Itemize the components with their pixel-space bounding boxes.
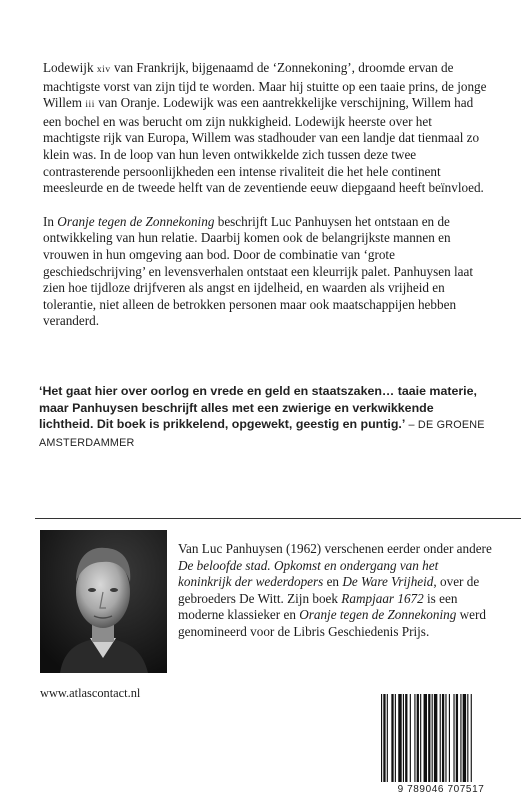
barcode-bar (414, 694, 415, 782)
barcode-bar (434, 694, 437, 782)
barcode-bar (387, 694, 388, 782)
bio-text: werd genomineerd voor de Libris Geschiedenis Prijs. (178, 607, 487, 639)
roman-numeral: iii (85, 100, 95, 111)
bio-text: , over de gebroeders De Witt. Zijn boek (178, 574, 480, 606)
blurb-text: van Oranje. Lodewijk was een aantrekkelijke verschijning, Willem had een bochel en was berucht om zijn nukkigheid. Lodewijk heerste over het machtigste rijk van Europa, Willem was stadhouder van een landje dat tienmaal zo klein was. In de loop van hun leven ontwikkelde zich tussen deze twee contrasterende persoonlijkheden een intense rivaliteit die het hele continent meesleurde en de tweede helft van de zeventiende eeuw diepgaand heeft beïnvloed. (43, 95, 484, 196)
author-photo (40, 530, 167, 673)
barcode-bar (428, 694, 430, 782)
isbn-barcode (377, 690, 505, 786)
divider (35, 518, 521, 519)
blurb-text: Lodewijk (43, 60, 97, 75)
isbn-number: 9 789046 707517 (397, 784, 485, 795)
barcode-bar (417, 694, 419, 782)
barcode-bar (410, 694, 411, 782)
bio-text: is een moderne klassieker en (178, 590, 458, 623)
barcode-bar (432, 694, 433, 782)
publisher-website-link[interactable]: www.atlascontact.nl (40, 686, 141, 700)
barcode-bar (445, 694, 446, 782)
quote-text: ‘Het gaat hier over oorlog en vrede en geld en staatszaken… taaie materie, maar Panhuysen beschrijft alles met een zwierige en verkwikkende lichtheid. Dit boek is prikkelend, opgewekt, geestig en puntig.’ (39, 384, 477, 432)
bio-text: en (323, 574, 343, 590)
book-title: De Ware Vrijheid (342, 574, 434, 590)
barcode-bar (456, 694, 458, 782)
book-title: Oranje tegen de Zonnekoning (57, 213, 215, 229)
barcode-bar (449, 694, 450, 782)
blurb-text: beschrijft Luc Panhuysen het ontstaan en de ontwikkeling van hun relatie. Daarbij komen ook de belangrijkste mannen en vrouwen in hun omgeving aan bod. Door de combinatie van ‘grote geschiedschrijving’ en levensverhalen ontstaat een kleurrijk palet. Panhuysen laat zien hoe tijdloze drijfveren als angst en ijdelheid, en waarden als vrijheid en tolerantie, niet alleen de betrokken personen maar ook maatschappijen hebben veranderd. (43, 213, 474, 329)
barcode-bar (420, 694, 421, 782)
back-cover-blurb (43, 60, 491, 330)
barcode-bar (467, 694, 468, 782)
barcode-bar (424, 694, 427, 782)
barcode-bar (395, 694, 396, 782)
book-title: Rampjaar 1672 (341, 590, 424, 606)
bio-text: Van Luc Panhuysen (1962) verschenen eerder onder andere (178, 541, 492, 556)
barcode-bar (391, 694, 393, 782)
barcode-bar (463, 694, 466, 782)
barcode-bar (405, 694, 407, 782)
barcode-bar (403, 694, 404, 782)
barcode-bar (471, 694, 472, 782)
review-quote (39, 383, 487, 451)
blurb-text: van Frankrijk, bijgenaamd de ‘Zonnekoning’, droomde ervan de machtigste vorst van zijn tijd te worden. Maar hij stuitte op een taaie prins, de jonge Willem (43, 60, 487, 111)
barcode-bar (442, 694, 444, 782)
author-bio (178, 541, 492, 641)
barcode-bar (460, 694, 461, 782)
blurb-text: In (43, 213, 58, 229)
barcode-bar (398, 694, 401, 782)
blurb-paragraph-1 (43, 60, 491, 197)
author-portrait-image (40, 530, 167, 673)
barcode-bar (383, 694, 385, 782)
barcode-bar (440, 694, 441, 782)
book-title: De beloofde stad. Opkomst en ondergang van het koninkrijk der wederdopers (178, 557, 439, 590)
blurb-paragraph-2 (43, 214, 491, 330)
quote-source: – DE GROENE AMSTERDAMMER (39, 419, 485, 449)
book-title: Oranje tegen de Zonnekoning (299, 607, 457, 623)
barcode-bar (381, 694, 382, 782)
roman-numeral: xiv (96, 65, 111, 75)
barcode-bar (453, 694, 454, 782)
